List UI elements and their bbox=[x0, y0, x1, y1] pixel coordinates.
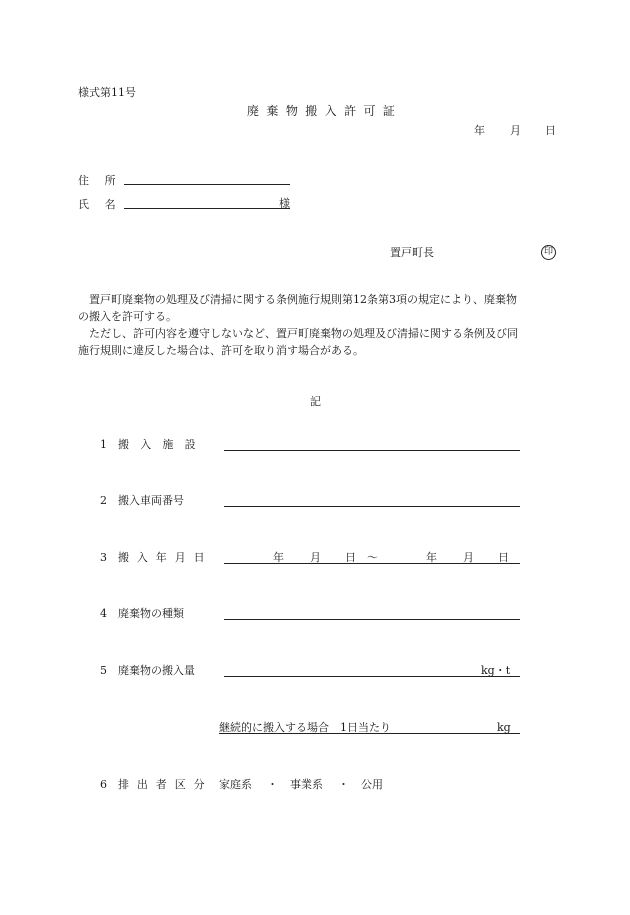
facility-field[interactable] bbox=[224, 438, 520, 451]
continuous-delivery-label: 継続的に搬入する場合 1日当たり bbox=[219, 721, 391, 734]
form-number: 様式第11号 bbox=[78, 86, 136, 99]
option-separator-1: ・ bbox=[267, 778, 278, 791]
item-3-label: 搬 入 年 月 日 bbox=[118, 551, 207, 564]
to-year: 年 bbox=[426, 551, 437, 564]
item-6-number: 6 bbox=[100, 778, 107, 791]
item-1-number: 1 bbox=[100, 438, 107, 451]
item-1-label: 搬 入 施 設 bbox=[118, 438, 200, 451]
from-day: 日 bbox=[345, 551, 356, 564]
from-month: 月 bbox=[310, 551, 321, 564]
permission-paragraph bbox=[78, 291, 558, 359]
honorific-sama: 様 bbox=[279, 197, 290, 210]
address-label: 住 所 bbox=[78, 174, 122, 187]
option-public[interactable]: 公用 bbox=[361, 778, 383, 791]
option-separator-2: ・ bbox=[338, 778, 349, 791]
waste-amount-field[interactable] bbox=[224, 664, 520, 677]
item-3-number: 3 bbox=[100, 551, 107, 564]
option-household[interactable]: 家庭系 bbox=[219, 778, 252, 791]
waste-type-field[interactable] bbox=[224, 607, 520, 620]
address-field[interactable] bbox=[124, 172, 290, 185]
amount-unit: kg・t bbox=[481, 664, 511, 677]
item-2-label: 搬入車両番号 bbox=[118, 494, 184, 507]
item-4-number: 4 bbox=[100, 607, 107, 620]
from-year: 年 bbox=[273, 551, 284, 564]
date-range-separator: ～ bbox=[367, 551, 378, 564]
item-2-number: 2 bbox=[100, 494, 107, 507]
paragraph2-line2: 施行規則に違反した場合は、許可を取り消す場合がある。 bbox=[78, 344, 364, 357]
item-4-label: 廃棄物の種類 bbox=[118, 607, 184, 620]
paragraph1-line2: の搬入を許可する。 bbox=[78, 310, 177, 323]
item-6-label: 排 出 者 区 分 bbox=[118, 778, 207, 791]
daily-amount-unit: kg bbox=[497, 721, 511, 734]
document-title: 廃 棄 物 搬 入 許 可 証 bbox=[247, 104, 397, 118]
to-month: 月 bbox=[463, 551, 474, 564]
option-business[interactable]: 事業系 bbox=[290, 778, 323, 791]
date-day: 日 bbox=[545, 124, 556, 137]
paragraph2-line1: ただし、許可内容を遵守しないなど、置戸町廃棄物の処理及び清掃に関する条例及び同 bbox=[89, 327, 518, 340]
date-month: 月 bbox=[510, 124, 521, 137]
vehicle-number-field[interactable] bbox=[224, 494, 520, 507]
issuer-title: 置戸町長 bbox=[390, 246, 434, 259]
item-5-label: 廃棄物の搬入量 bbox=[118, 664, 195, 677]
section-heading: 記 bbox=[310, 395, 321, 408]
name-field[interactable] bbox=[124, 196, 290, 209]
item-5-number: 5 bbox=[100, 664, 107, 677]
to-day: 日 bbox=[498, 551, 509, 564]
paragraph1-line1: 置戸町廃棄物の処理及び清掃に関する条例施行規則第12条第3項の規定により、廃棄物 bbox=[89, 293, 517, 306]
name-label: 氏 名 bbox=[78, 198, 122, 211]
seal-mark: 印 bbox=[541, 245, 556, 260]
date-year: 年 bbox=[474, 124, 485, 137]
